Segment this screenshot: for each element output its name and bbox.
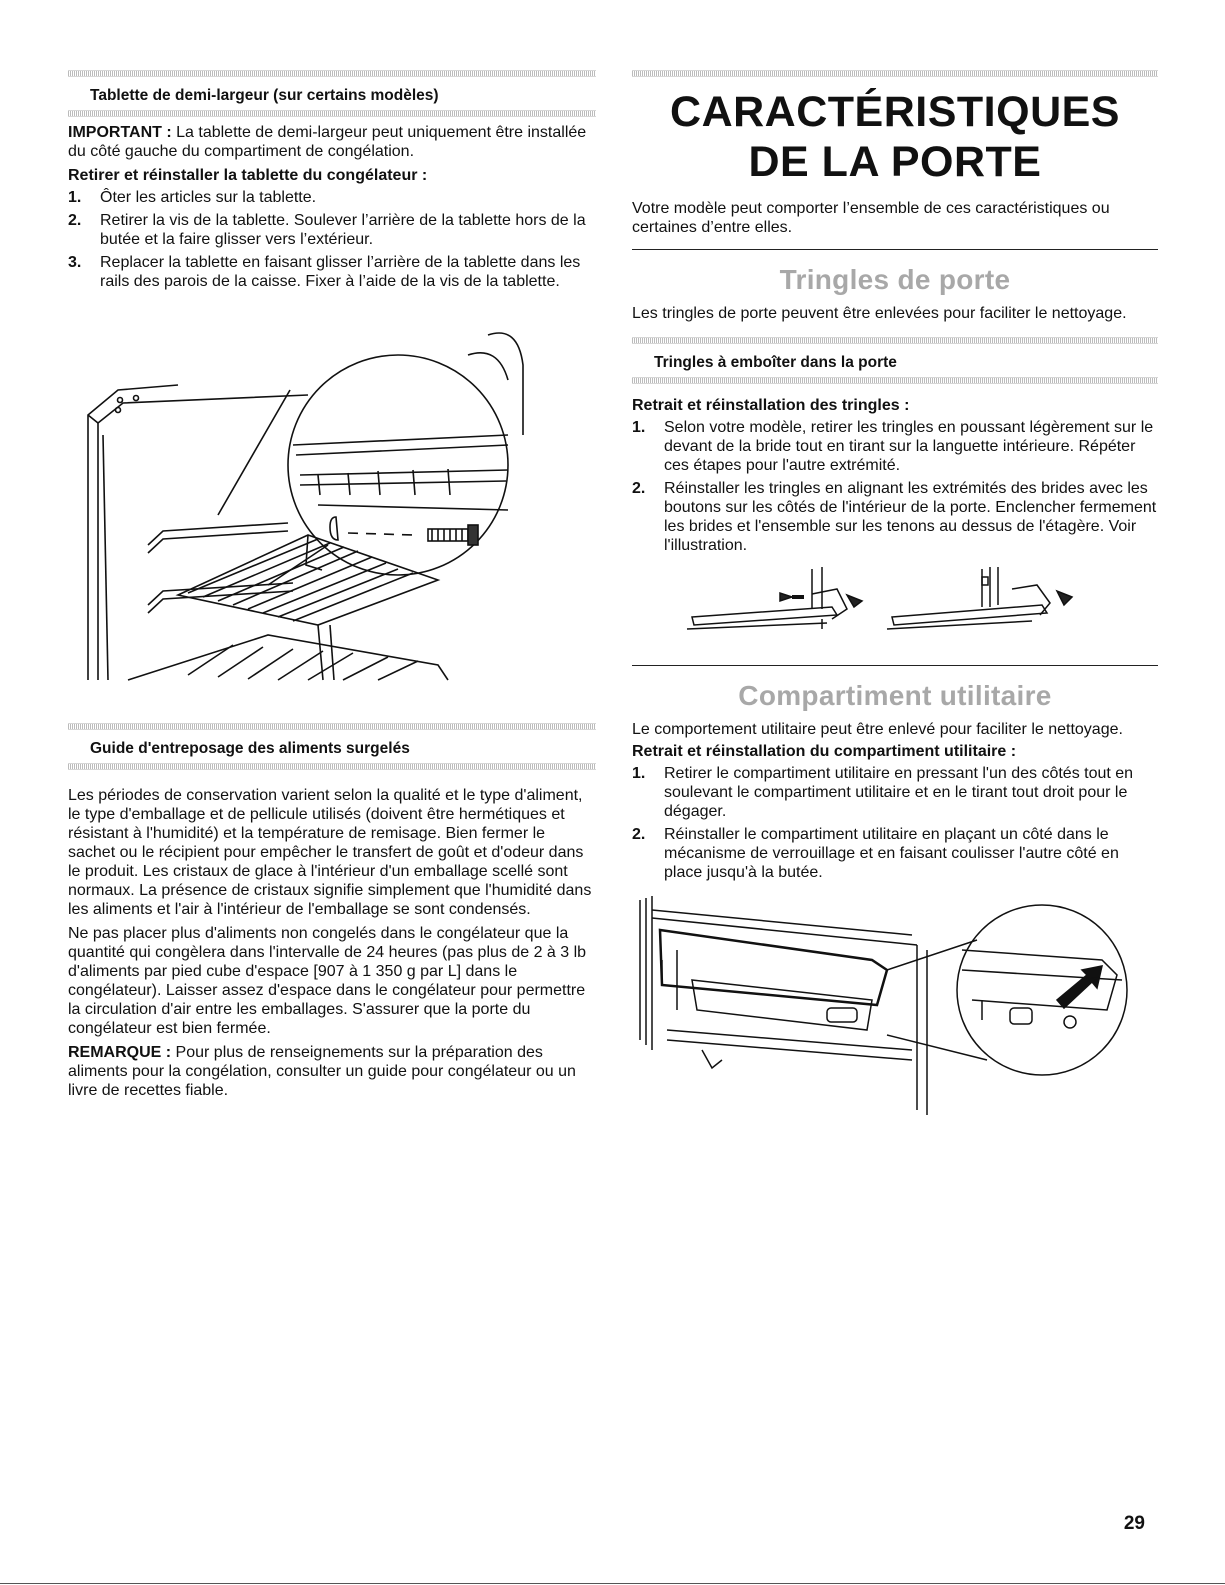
- guide-heading: Guide d'entreposage des aliments surgelés: [90, 740, 410, 757]
- list-item: 2. Retirer la vis de la tablette. Soulever l’arrière de la tablette hors de la butée et la faire glisser vers l’extérieur.: [68, 212, 586, 248]
- freezer-shelf-illustration: [68, 295, 596, 715]
- section-rule: [68, 723, 596, 730]
- rails-heading: Retrait et réinstallation des tringles :: [632, 397, 910, 414]
- important-label: IMPORTANT :: [68, 124, 172, 141]
- section-divider: [632, 249, 1158, 250]
- rails-steps: [632, 418, 1158, 555]
- list-item: 1. Ôter les articles sur la tablette.: [68, 189, 317, 206]
- door-rail-illustration: [632, 559, 1158, 659]
- utility-title: Compartiment utilitaire: [738, 680, 1052, 711]
- intro-paragraph: Votre modèle peut comporter l’ensemble de ces caractéristiques ou certaines d’entre elles.: [632, 200, 1110, 236]
- page-bottom-border: [0, 1583, 1225, 1584]
- utility-compartment-illustration: [632, 890, 1158, 1120]
- important-note: [68, 123, 596, 161]
- section-rule: [68, 110, 596, 117]
- remarque-label: REMARQUE :: [68, 1044, 172, 1061]
- page-number: 29: [1123, 1513, 1145, 1534]
- section-rule: [68, 70, 596, 77]
- remarque-text: Pour plus de renseignements sur la préparation des aliments pour la congélation, consulter un guide pour congélateur ou un livre de recettes fiable.: [68, 1044, 576, 1099]
- remove-shelf-heading: Retirer et réinstaller la tablette du congélateur :: [68, 167, 428, 184]
- rails-title: Tringles de porte: [779, 264, 1011, 295]
- rails-intro: Les tringles de porte peuvent être enlevées pour faciliter le nettoyage.: [632, 305, 1127, 322]
- guide-paragraph-1: Les périodes de conservation varient selon la qualité et le type d'aliment, le type d'emballage et de pellicule utilisés (doivent être hermétiques et résistant à l'humidité) et la température de remisage. Bien fermer le sachet ou le récipient pour empêcher le transfert de goût et d'odeur dans le produit. Les cristaux de glace à l'intérieur d'un emballage scellé sont normaux. La présence de cristaux signifie simplement que l'humidité dans les aliments et l'air à l'intérieur de l'emballage se sont condensés.: [68, 787, 592, 918]
- guide-paragraph-2: Ne pas placer plus d'aliments non congelés dans le congélateur que la quantité qui congèlera dans l'intervalle de 24 heures (pas plus de 2 à 3 lb d'aliments par pied cube d'espace [907 à 1 350 g par L] dans le congélateur). Laisser assez d'espace dans le congélateur pour permettre la circulation d'air entre les emballages. S'assurer que la porte du congélateur est bien fermée.: [68, 925, 587, 1037]
- utility-steps: [632, 764, 1158, 882]
- right-column: [632, 70, 1158, 1120]
- title-line-2: DE LA PORTE: [748, 138, 1042, 186]
- list-item: 3. Replacer la tablette en faisant glisser l’arrière de la tablette dans les rails des parois de la caisse. Fixer à l’aide de la vis de la tablette.: [68, 254, 581, 290]
- section-rule: [632, 337, 1158, 344]
- remarque-note: [68, 1043, 596, 1100]
- utility-heading: Retrait et réinstallation du compartiment utilitaire :: [632, 743, 1017, 760]
- section-divider: [632, 665, 1158, 666]
- left-column: [68, 70, 596, 1100]
- title-line-1: CARACTÉRISTIQUES: [670, 88, 1120, 136]
- shelf-steps: [68, 188, 596, 291]
- section-rule: [632, 377, 1158, 384]
- section-rule: [68, 763, 596, 770]
- utility-intro: Le comportement utilitaire peut être enlevé pour faciliter le nettoyage.: [632, 721, 1123, 738]
- page-title: [632, 87, 1158, 187]
- list-item: 1. Selon votre modèle, retirer les tringles en poussant légèrement sur le devant de la bride tout en tirant sur la languette intérieure. Répéter ces étapes pour l'autre extrémité.: [632, 419, 1154, 474]
- list-item: 2. Réinstaller le compartiment utilitaire en plaçant un côté dans le mécanisme de verrouillage et en faisant coulisser l'autre côté en place jusqu'à la butée.: [632, 826, 1119, 881]
- shelf-heading: Tablette de demi-largeur (sur certains modèles): [90, 87, 439, 104]
- important-text: La tablette de demi-largeur peut uniquement être installée du côté gauche du compartiment de congélation.: [68, 124, 587, 160]
- section-rule: [632, 70, 1158, 77]
- rails-subhead: Tringles à emboîter dans la porte: [654, 354, 897, 371]
- list-item: 2. Réinstaller les tringles en alignant les extrémités des brides avec les boutons sur les côtés de l'intérieur de la porte. Enclencher fermement les brides et l'ensemble sur les tenons au dessus de l'étagère. Voir l'illustration.: [632, 480, 1157, 554]
- list-item: 1. Retirer le compartiment utilitaire en pressant l'un des côtés tout en soulevant le compartiment utilitaire et en le tirant tout droit pour le dégager.: [632, 765, 1134, 820]
